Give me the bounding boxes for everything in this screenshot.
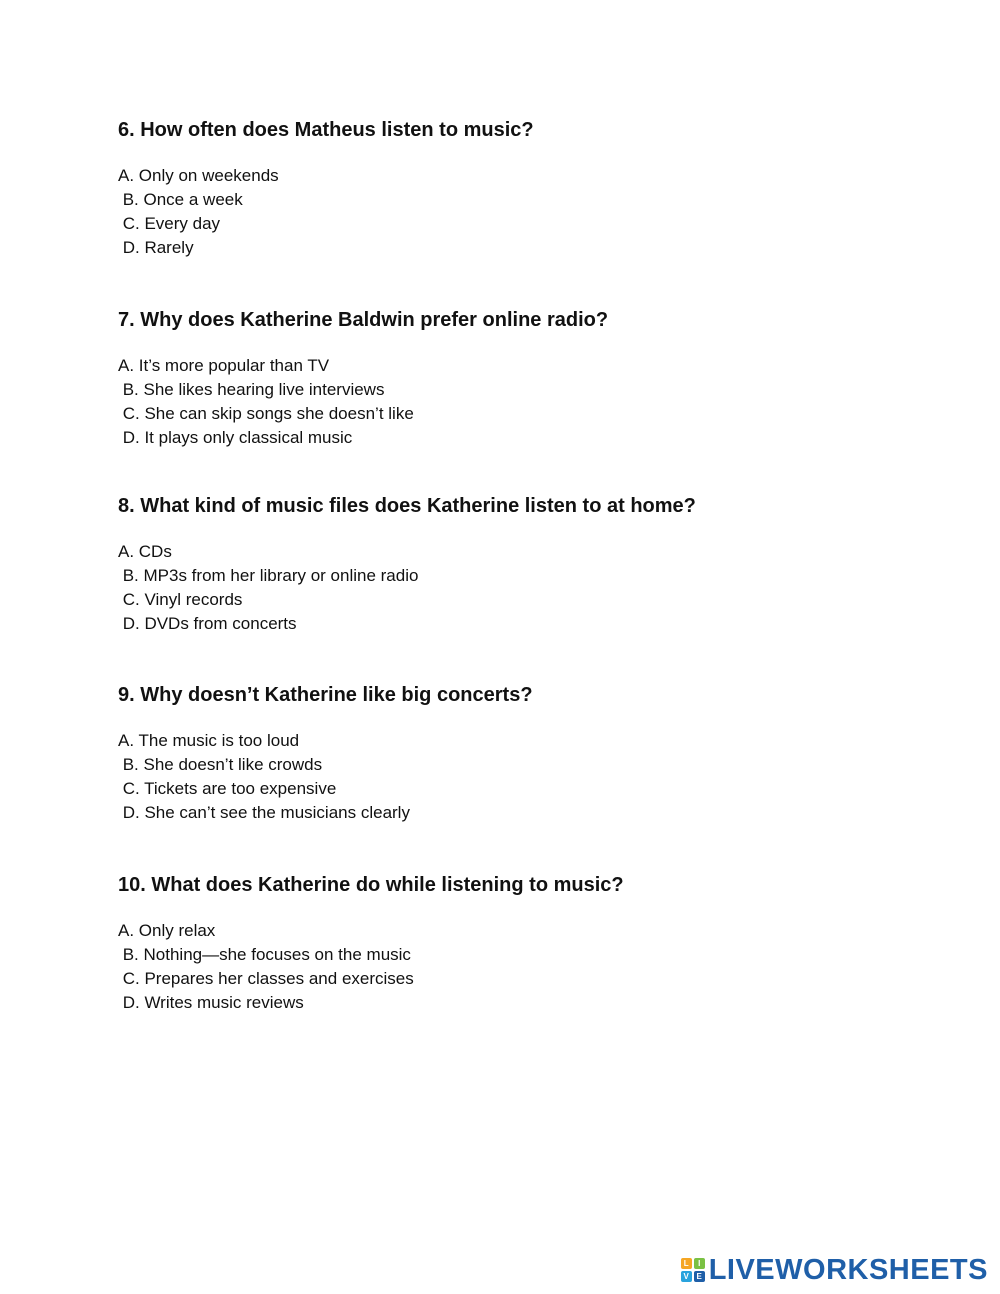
option-c[interactable]: C. Every day xyxy=(118,214,221,233)
question-title: 6. How often does Matheus listen to music? xyxy=(118,119,534,141)
logo-mark-cell: V xyxy=(681,1271,692,1282)
liveworksheets-logo xyxy=(681,1252,988,1288)
option-d[interactable]: D. Rarely xyxy=(118,238,194,257)
answer-options xyxy=(118,729,938,825)
logo-text: LIVEWORKSHEETS xyxy=(708,1253,988,1286)
option-d[interactable]: D. She can’t see the musicians clearly xyxy=(118,803,410,822)
answer-options xyxy=(118,164,938,260)
option-b[interactable]: B. Once a week xyxy=(118,190,243,209)
option-a[interactable]: A. The music is too loud xyxy=(118,731,300,750)
question-title: 8. What kind of music files does Katherine listen to at home? xyxy=(118,495,696,517)
option-b[interactable]: B. MP3s from her library or online radio xyxy=(118,566,419,585)
logo-mark-cell: L xyxy=(681,1258,692,1269)
option-c[interactable]: C. Tickets are too expensive xyxy=(118,779,337,798)
option-a[interactable]: A. It’s more popular than TV xyxy=(118,356,330,375)
question-6 xyxy=(118,118,938,260)
question-title: 9. Why doesn’t Katherine like big concerts? xyxy=(118,684,533,706)
logo-mark-icon xyxy=(681,1258,705,1282)
logo-mark-cell: E xyxy=(694,1271,705,1282)
question-9 xyxy=(118,683,938,825)
option-a[interactable]: A. CDs xyxy=(118,542,172,561)
option-b[interactable]: B. She doesn’t like crowds xyxy=(118,755,323,774)
question-8 xyxy=(118,494,938,636)
option-a[interactable]: A. Only relax xyxy=(118,921,216,940)
option-c[interactable]: C. Vinyl records xyxy=(118,590,243,609)
option-d[interactable]: D. Writes music reviews xyxy=(118,993,304,1012)
option-b[interactable]: B. Nothing—she focuses on the music xyxy=(118,945,411,964)
option-a[interactable]: A. Only on weekends xyxy=(118,166,279,185)
option-c[interactable]: C. She can skip songs she doesn’t like xyxy=(118,404,414,423)
option-c[interactable]: C. Prepares her classes and exercises xyxy=(118,969,414,988)
answer-options xyxy=(118,919,938,1015)
logo-mark-cell: I xyxy=(694,1258,705,1269)
question-title: 10. What does Katherine do while listening to music? xyxy=(118,874,624,896)
question-7 xyxy=(118,308,938,450)
answer-options xyxy=(118,540,938,636)
answer-options xyxy=(118,354,938,450)
option-d[interactable]: D. It plays only classical music xyxy=(118,428,353,447)
option-b[interactable]: B. She likes hearing live interviews xyxy=(118,380,385,399)
question-10 xyxy=(118,873,938,1015)
question-title: 7. Why does Katherine Baldwin prefer online radio? xyxy=(118,309,609,331)
option-d[interactable]: D. DVDs from concerts xyxy=(118,614,297,633)
